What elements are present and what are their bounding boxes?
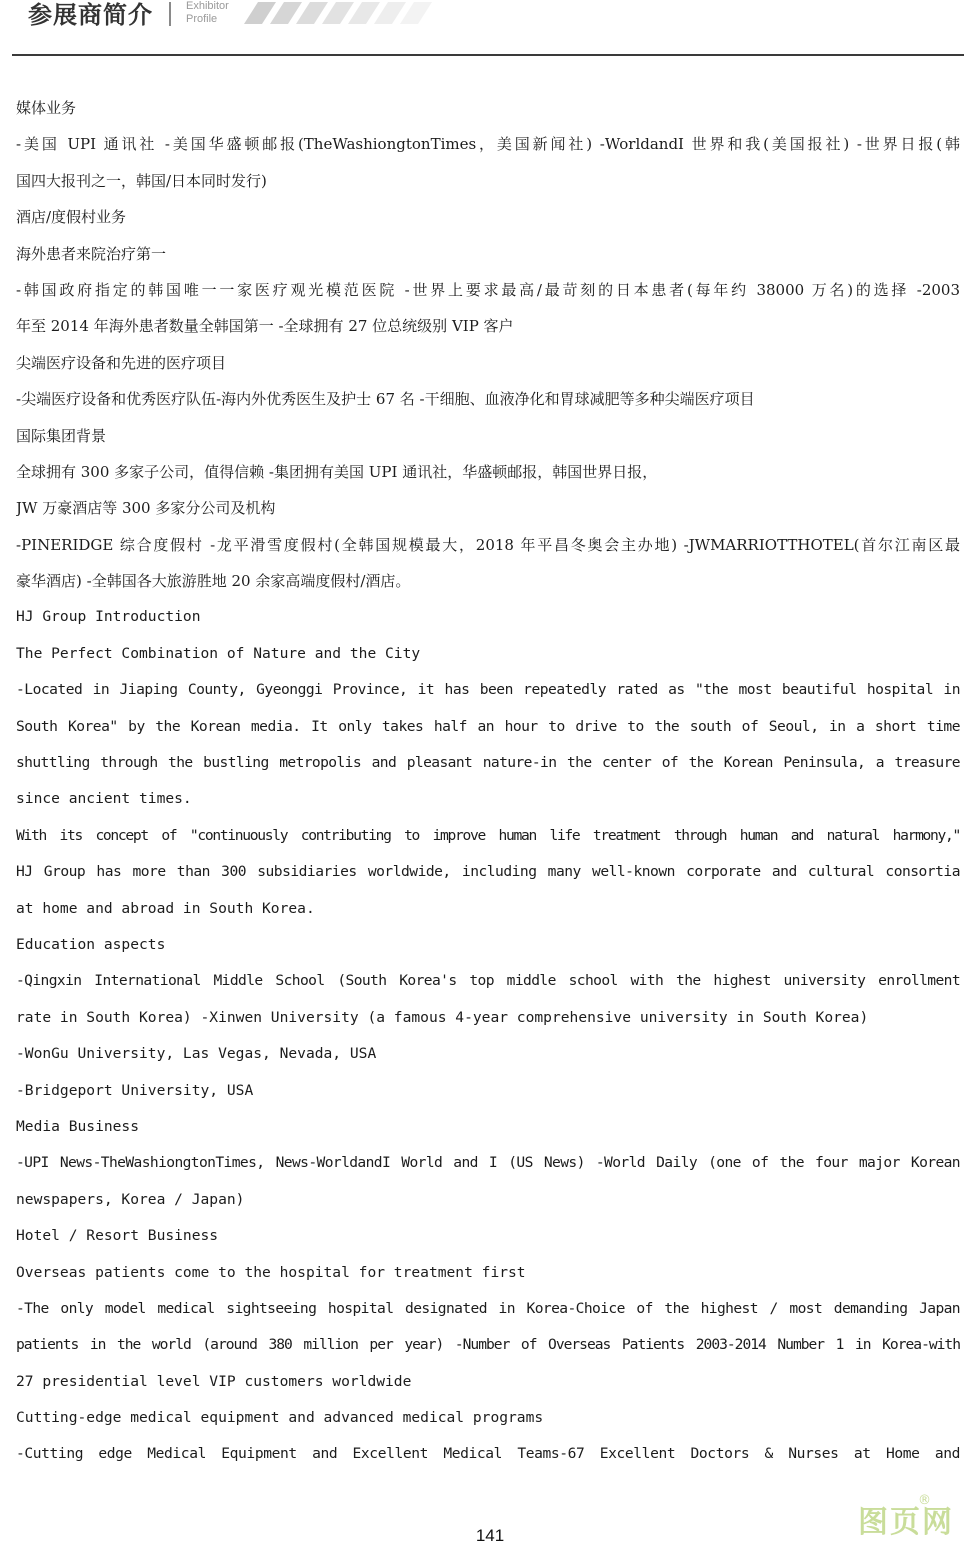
text-line: -UPI News-TheWashiongtonTimes, News-WorldandI World and I (US News) -World Daily (one of the four major Korean bbox=[16, 1154, 960, 1172]
text-line: 国际集团背景 bbox=[16, 426, 107, 445]
text-line: -尖端医疗设备和优秀医疗队伍-海内外优秀医生及护士 67 名 -干细胞、血液净化和胃球减肥等多种尖端医疗项目 bbox=[16, 390, 755, 409]
text-line: -WonGu University, Las Vegas, Nevada, USA bbox=[16, 1045, 377, 1063]
subtitle-line-1: Exhibitor bbox=[186, 0, 229, 12]
text-line: The Perfect Combination of Nature and the City bbox=[16, 644, 421, 662]
text-line: 豪华酒店) -全韩国各大旅游胜地 20 余家高端度假村/酒店。 bbox=[16, 572, 411, 591]
text-line: South Korea" by the Korean media. It only takes half an hour to drive to the south of Seoul, in a short time bbox=[16, 717, 960, 735]
decorative-stripes bbox=[236, 2, 436, 24]
text-line: Education aspects bbox=[16, 935, 166, 953]
text-line: -The only model medical sightseeing hospital designated in Korea-Choice of the highest / most demanding Japan bbox=[16, 1299, 960, 1317]
text-line: at home and abroad in South Korea. bbox=[16, 899, 315, 917]
subtitle-line-2: Profile bbox=[186, 13, 218, 25]
text-line: -Qingxin International Middle School (South Korea's top middle school with the highest university enrollment bbox=[16, 972, 960, 990]
watermark-logo: 图页网 bbox=[858, 1505, 954, 1540]
text-line: rate in South Korea) -Xinwen University (a famous 4-year comprehensive university in South Korea) bbox=[16, 1008, 869, 1026]
text-line: -美国 UPI 通讯社 -美国华盛顿邮报(TheWashiongtonTimes，美国新闻社) -WorldandI 世界和我(美国报社) -世界日报(韩 bbox=[16, 135, 960, 154]
text-line: -Located in Jiaping County, Gyeonggi Province, it has been repeatedly rated as "the most beautiful hospital in bbox=[16, 681, 960, 699]
document-body bbox=[16, 90, 960, 1473]
page-header bbox=[0, 0, 980, 56]
text-line: -韩国政府指定的韩国唯一一家医疗观光模范医院 -世界上要求最高/最苛刻的日本患者(每年约 38000 万名)的选择 -2003 bbox=[16, 280, 960, 299]
text-line: With its concept of "continuously contributing to improve human life treatment through human and natural harmony," bbox=[16, 826, 960, 844]
header-rule bbox=[12, 54, 964, 56]
section-title: 参展商简介 bbox=[28, 1, 153, 29]
text-line: 酒店/度假村业务 bbox=[16, 208, 127, 227]
text-line: 全球拥有 300 多家子公司，值得信赖 -集团拥有美国 UPI 通讯社，华盛顿邮报，韩国世界日报， bbox=[16, 462, 658, 481]
text-line: patients in the world (around 380 million per year) -Number of Overseas Patients 2003-2014 Number 1 in Korea-with bbox=[16, 1336, 960, 1354]
text-line: 媒体业务 bbox=[16, 99, 77, 117]
registered-mark-icon: ® bbox=[918, 1493, 931, 1508]
text-line: 国四大报刊之一，韩国/日本同时发行) bbox=[16, 171, 267, 190]
header-divider bbox=[169, 2, 171, 26]
text-line: -PINERIDGE 综合度假村 -龙平滑雪度假村(全韩国规模最大，2018 年平昌冬奥会主办地) -JWMARRIOTTHOTEL(首尔江南区最 bbox=[16, 535, 960, 554]
text-line: 27 presidential level VIP customers worldwide bbox=[16, 1372, 412, 1390]
page-number: 141 bbox=[475, 1526, 505, 1545]
text-line: Media Business bbox=[16, 1117, 140, 1135]
text-line: newspapers, Korea / Japan) bbox=[16, 1190, 245, 1208]
text-line: 尖端医疗设备和先进的医疗项目 bbox=[16, 353, 227, 372]
text-line: since ancient times. bbox=[16, 790, 192, 808]
text-line: shuttling through the bustling metropolis and pleasant nature-in the center of the Korean Peninsula, a treasure bbox=[16, 754, 960, 772]
text-line: Cutting-edge medical equipment and advanced medical programs bbox=[16, 1409, 544, 1427]
text-line: 年至 2014 年海外患者数量全韩国第一 -全球拥有 27 位总统级别 VIP 客户 bbox=[16, 317, 514, 336]
text-line: JW 万豪酒店等 300 多家分公司及机构 bbox=[16, 499, 276, 518]
text-line: Hotel / Resort Business bbox=[16, 1227, 219, 1245]
text-line: 海外患者来院治疗第一 bbox=[16, 244, 167, 263]
text-line: Overseas patients come to the hospital for treatment first bbox=[16, 1263, 526, 1281]
text-line: -Cutting edge Medical Equipment and Excellent Medical Teams-67 Excellent Doctors & Nurses at Home and bbox=[16, 1445, 960, 1463]
text-line: HJ Group Introduction bbox=[16, 608, 201, 626]
text-line: HJ Group has more than 300 subsidiaries worldwide, including many well-known corporate and cultural consortia bbox=[16, 863, 960, 881]
text-line: -Bridgeport University, USA bbox=[16, 1081, 254, 1099]
